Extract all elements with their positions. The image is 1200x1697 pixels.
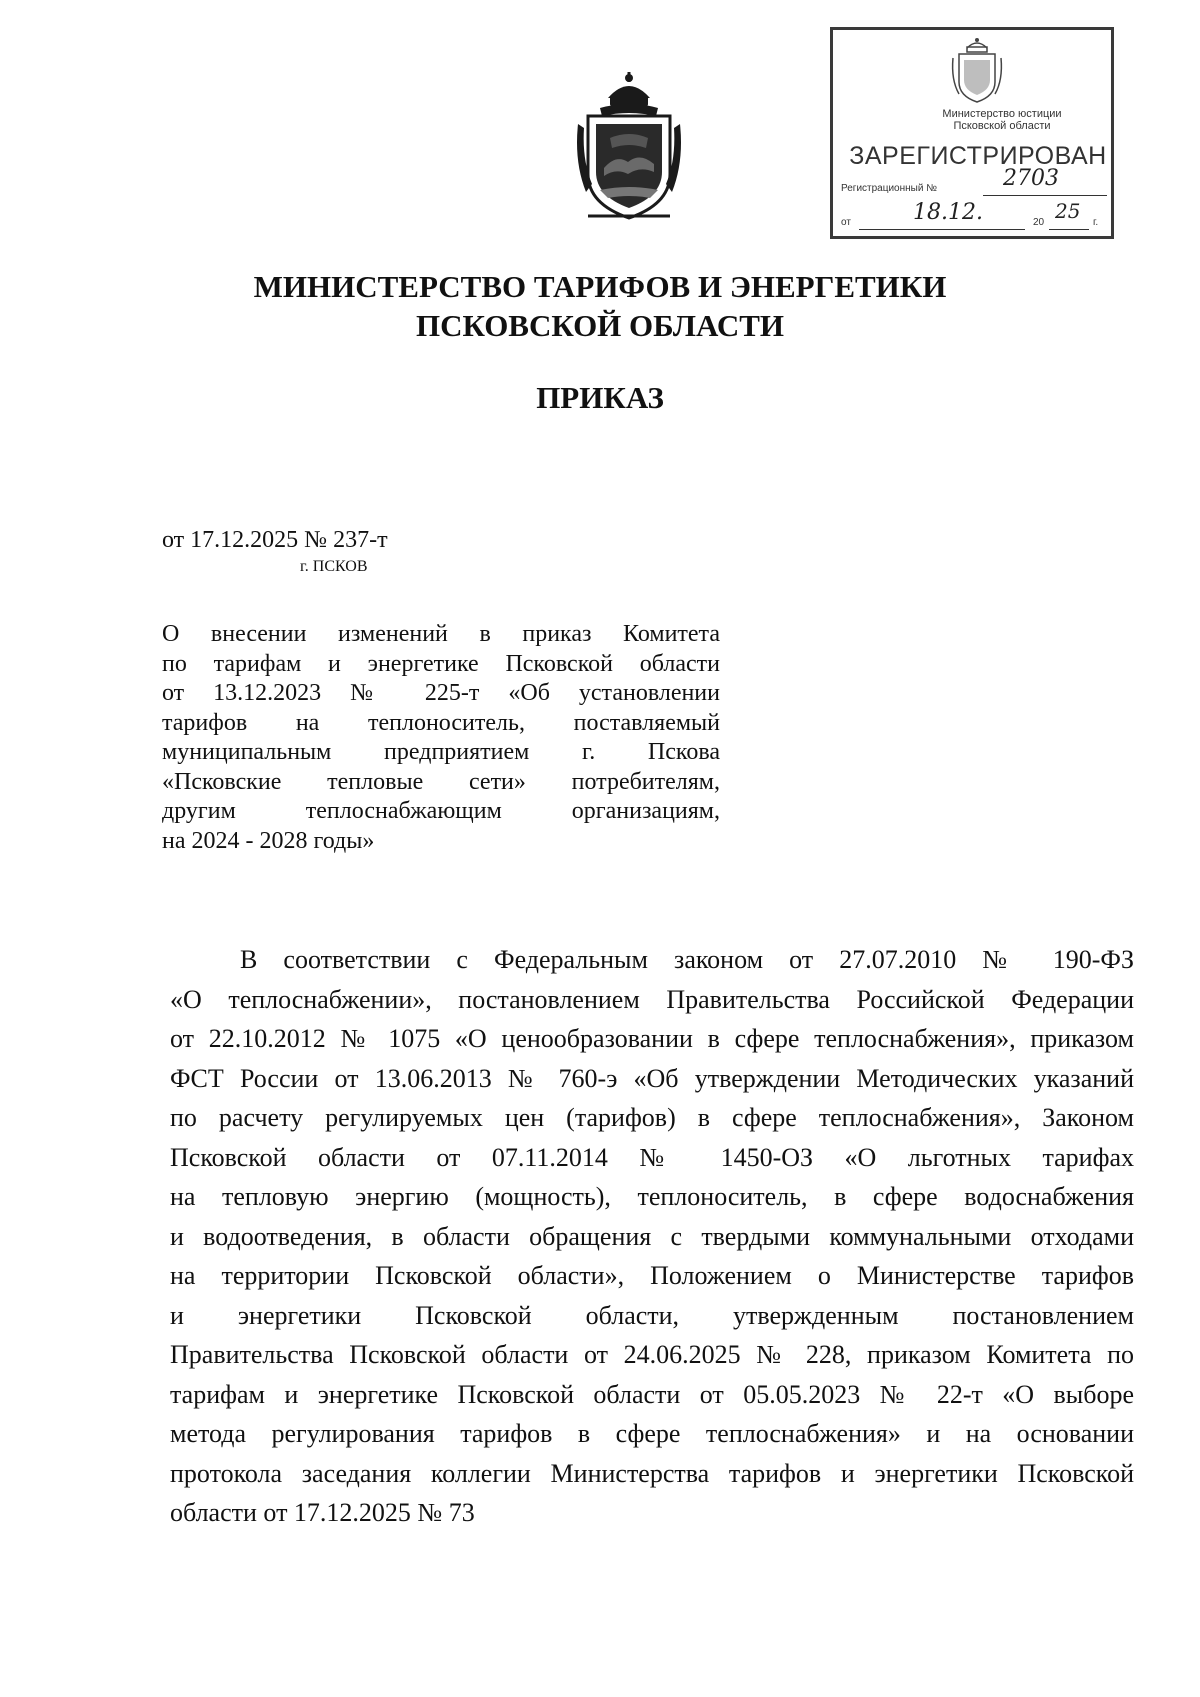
stamp-year-underline xyxy=(1049,229,1089,230)
body-line: и энергетики Псковской области, утвержденным постановлением xyxy=(170,1300,1134,1330)
order-subject xyxy=(162,620,720,856)
body-line: по расчету регулируемых цен (тарифов) в сфере теплоснабжения», Законом xyxy=(170,1103,1134,1132)
stamp-org-line2: Псковской области xyxy=(953,120,1051,132)
stamp-reg-label: Регистрационный № xyxy=(841,183,937,194)
order-place: г. ПСКОВ xyxy=(300,558,368,575)
body-line: метода регулирования тарифов в сфере теплоснабжения» и на основании xyxy=(170,1419,1134,1448)
body-line: на тепловую энергию (мощность), теплоноситель, в сфере водоснабжения xyxy=(170,1182,1134,1211)
subject-line: другим теплоснабжающим организациям, xyxy=(162,798,720,824)
subject-line: О внесении изменений в приказ Комитета xyxy=(162,621,720,647)
body-line: ФСТ России от 13.06.2013 № 760-э «Об утверждении Методических указаний xyxy=(170,1063,1134,1093)
subject-line: по тарифам и энергетике Псковской области xyxy=(162,650,720,677)
body-line: Псковской области от 07.11.2014 № 1450-ОЗ «О льготных тарифах xyxy=(170,1142,1134,1172)
body-line: и водоотведения, в области обращения с твердыми коммунальными отходами xyxy=(170,1221,1134,1251)
stamp-date-underline xyxy=(859,229,1025,230)
subject-line: от 13.12.2023 № 225-т «Об установлении xyxy=(162,680,720,706)
subject-line: на 2024 - 2028 годы» xyxy=(162,827,375,854)
stamp-coat-of-arms-icon xyxy=(949,36,1005,106)
body-line: «О теплоснабжении», постановлением Правительства Российской Федерации xyxy=(170,984,1134,1014)
ministry-title-line1: МИНИСТЕРСТВО ТАРИФОВ И ЭНЕРГЕТИКИ xyxy=(253,269,947,304)
stamp-reg-number: 2703 xyxy=(1003,166,1059,191)
document-type-title: ПРИКАЗ xyxy=(536,380,664,415)
stamp-year-prefix: 20 xyxy=(1033,217,1045,228)
stamp-reg-underline xyxy=(983,195,1107,196)
coat-of-arms-icon xyxy=(570,72,688,222)
subject-line: тарифов на теплоноситель, поставляемый xyxy=(162,709,720,736)
body-line: тарифам и энергетике Псковской области от 05.05.2023 № 22-т «О выборе xyxy=(170,1379,1134,1409)
stamp-date-day-month: 18.12. xyxy=(913,200,983,225)
stamp-year-unit: г. xyxy=(1093,217,1099,228)
ministry-title xyxy=(0,267,1200,345)
body-line: на территории Псковской области», Положением о Министерстве тарифов xyxy=(170,1261,1134,1290)
body-line: от 22.10.2012 № 1075 «О ценообразовании в сфере теплоснабжения», приказом xyxy=(170,1024,1134,1053)
order-date-number: от 17.12.2025 № 237-т xyxy=(162,527,388,553)
body-line: Правительства Псковской области от 24.06.2025 № 228, приказом Комитета по xyxy=(170,1340,1134,1369)
registration-stamp xyxy=(830,27,1114,239)
subject-line: муниципальным предприятием г. Пскова xyxy=(162,739,720,765)
stamp-date-prefix: от xyxy=(841,217,851,228)
stamp-org-line1: Министерство юстиции xyxy=(942,108,1062,120)
body-line: протокола заседания коллегии Министерства тарифов и энергетики Псковской xyxy=(170,1458,1134,1488)
body-line: области от 17.12.2025 № 73 xyxy=(170,1498,475,1527)
subject-line: «Псковские тепловые сети» потребителям, xyxy=(162,768,720,795)
ministry-title-line2: ПСКОВСКОЙ ОБЛАСТИ xyxy=(415,308,785,343)
order-body xyxy=(170,940,1134,1533)
stamp-status: ЗАРЕГИСТРИРОВАН xyxy=(849,142,1107,170)
stamp-year-suffix: 25 xyxy=(1055,199,1081,223)
body-line: В соответствии с Федеральным законом от 27.07.2010 № 190-ФЗ xyxy=(240,945,1134,974)
